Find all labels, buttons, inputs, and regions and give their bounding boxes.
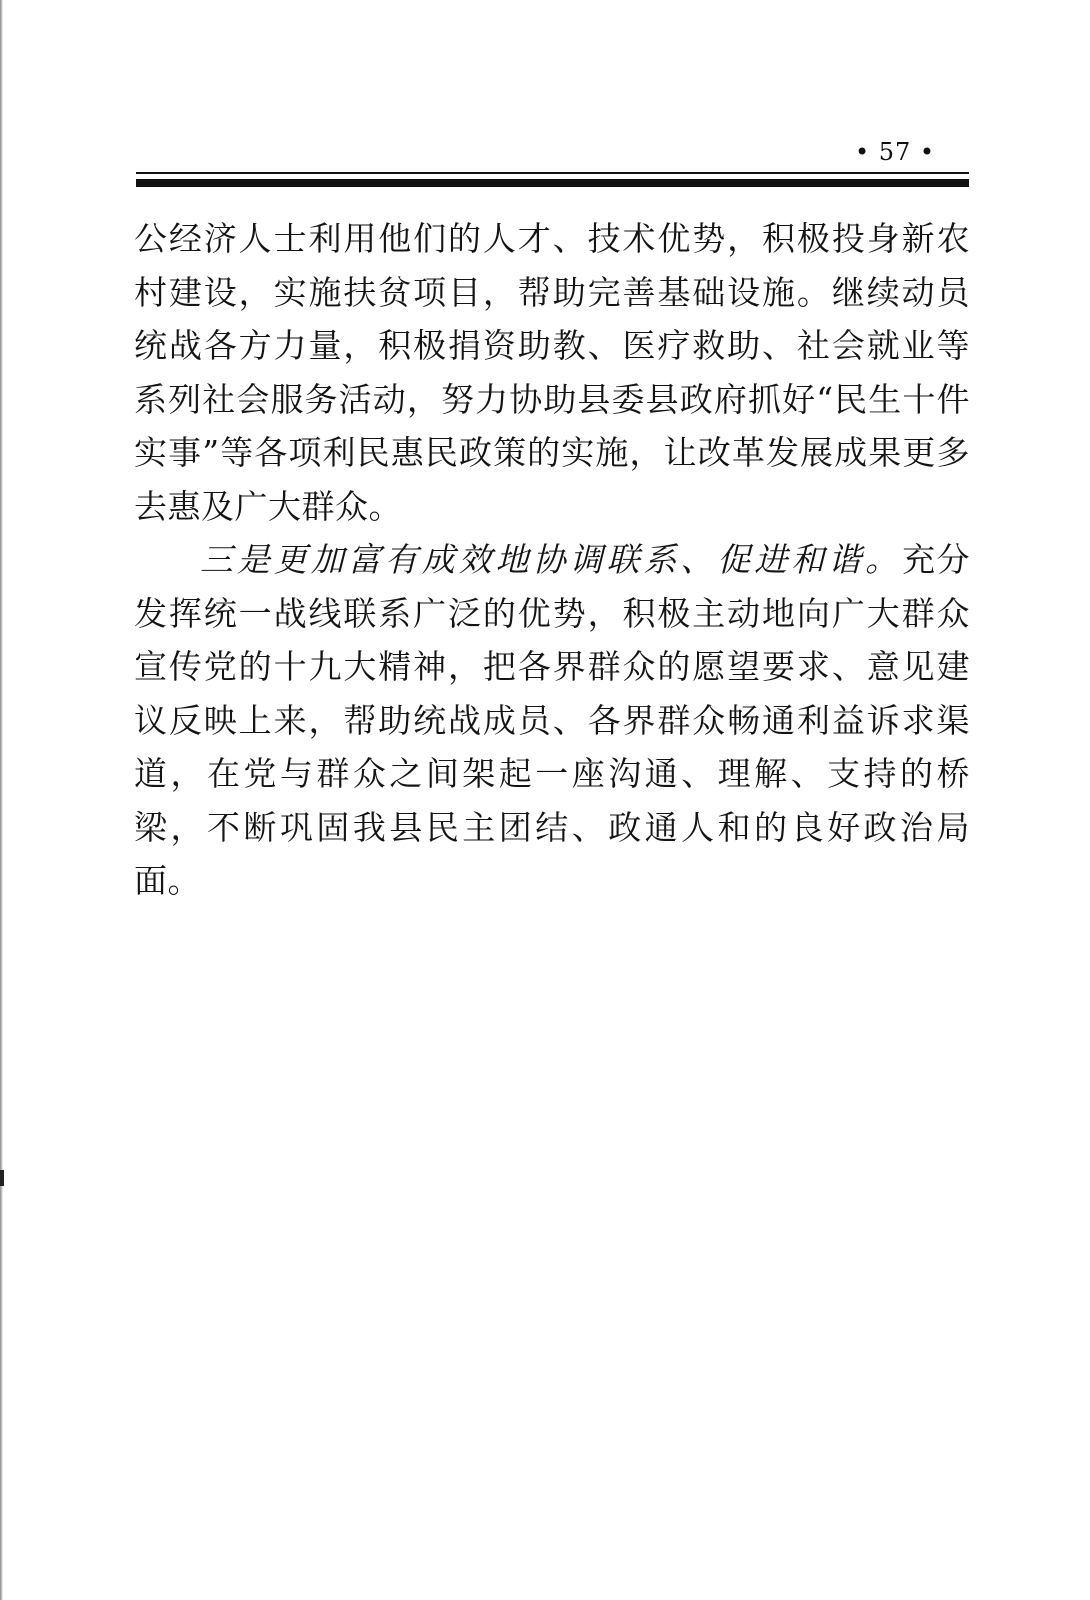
header-rule-thick xyxy=(136,179,969,187)
scan-edge-shadow xyxy=(0,0,3,1600)
paragraph-2 xyxy=(134,533,970,908)
body-text xyxy=(134,212,970,908)
paragraph-2-body: 充分发挥统一战线联系广泛的优势，积极主动地向广大群众宣传党的十九大精神，把各界群众的愿望要求、意见建议反映上来，帮助统战成员、各界群众畅通利益诉求渠道，在党与群众之间架起一座沟通、理解、支持的桥梁，不断巩固我县民主团结、政通人和的良好政治局面。 xyxy=(134,540,971,900)
paragraph-1: 公经济人士利用他们的人才、技术优势，积极投身新农村建设，实施扶贫项目，帮助完善基础设施。继续动员统战各方力量，积极捐资助教、医疗救助、社会就业等系列社会服务活动，努力协助县委县政府抓好“民生十件实事”等各项利民惠民政策的实施，让改革发展成果更多去惠及广大群众。 xyxy=(134,219,970,526)
scan-edge-mark xyxy=(0,1170,4,1186)
header-rule-thin xyxy=(136,172,969,174)
paragraph-2-lead: 三是更加富有成效地协调联系、促进和谐。 xyxy=(200,540,903,579)
page-number: • 57 • xyxy=(854,138,936,166)
